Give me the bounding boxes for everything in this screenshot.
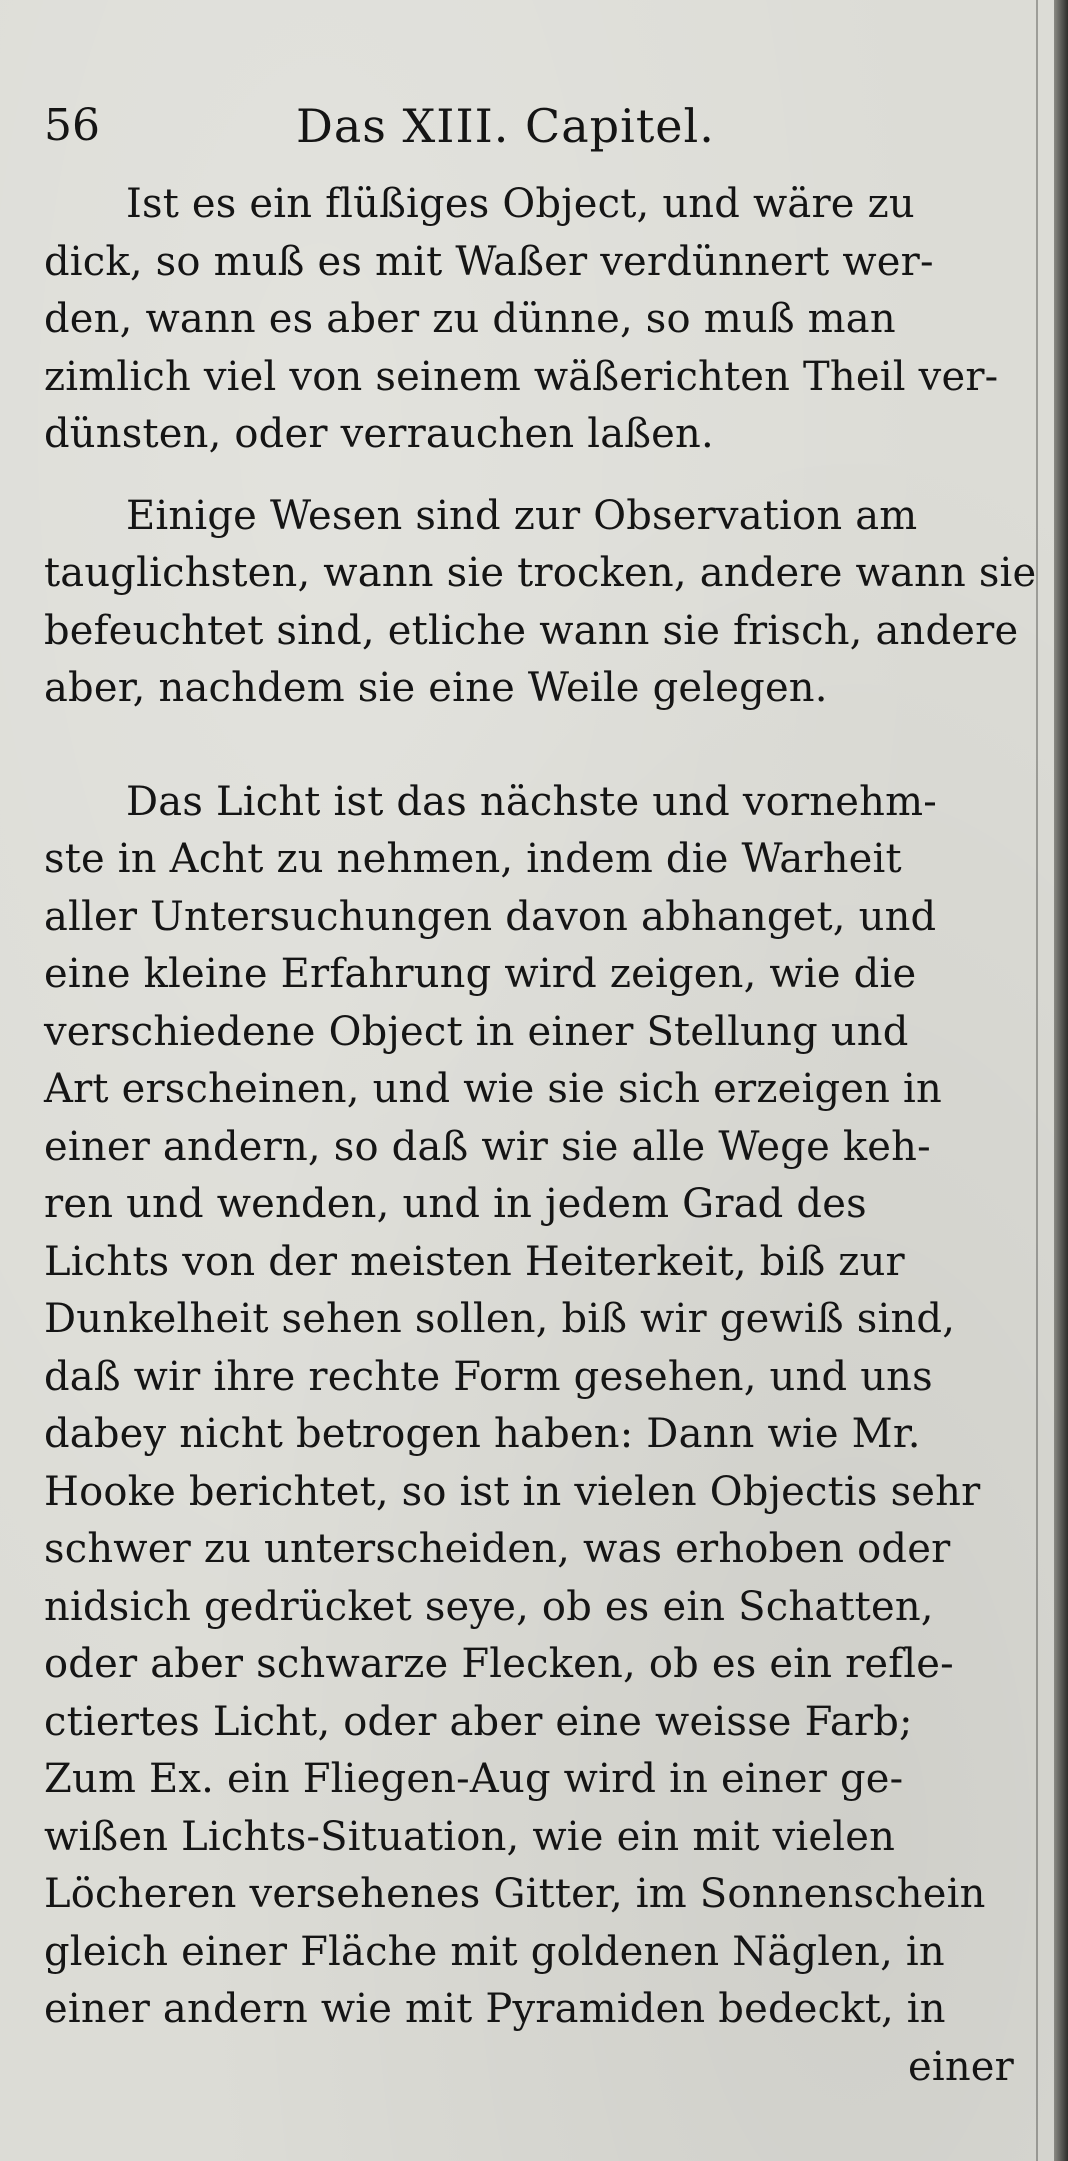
text-line: aber, nachdem sie eine Weile gelegen. [44, 665, 828, 711]
text-line: schwer zu unterscheiden, was erhoben oder [44, 1526, 951, 1572]
paragraph-3 [44, 774, 1024, 2097]
text-line: dick, so muß es mit Waßer verdünnert wer- [44, 238, 934, 285]
text-line: den, wann es aber zu dünne, so muß man [44, 296, 896, 342]
text-line: dünsten, oder verrauchen laßen. [44, 411, 714, 457]
text-line: ste in Acht zu nehmen, indem die Warheit [44, 836, 902, 882]
text-line: ren und wenden, und in jedem Grad des [44, 1181, 867, 1227]
text-line: Ist es ein flüßiges Object, und wäre zu [126, 181, 915, 227]
text-line: wißen Lichts-Situation, wie ein mit vielen [44, 1813, 896, 1860]
text-line: Einige Wesen sind zur Observation am [126, 492, 918, 539]
paragraph-2 [44, 488, 1037, 718]
text-line: einer andern wie mit Pyramiden bedeckt, in [44, 1986, 946, 2032]
page-edge-shadow [1054, 0, 1068, 2161]
text-line: oder aber schwarze Flecken, ob es ein refle- [44, 1641, 954, 1687]
page-header [44, 96, 1004, 156]
text-line: daß wir ihre rechte Form gesehen, und uns [44, 1353, 933, 1400]
running-head: Das XIII. Capitel. [296, 99, 715, 153]
text-line: zimlich viel von seinem wäßerichten Theil ver- [44, 353, 999, 400]
text-line: aller Untersuchungen davon abhanget, und [44, 893, 937, 940]
catchword: einer [907, 2043, 1014, 2090]
text-line: Das Licht ist das nächste und vornehm- [126, 778, 937, 825]
text-line: befeuchtet sind, etliche wann sie frisch, andere [44, 607, 1019, 654]
text-line: tauglichsten, wann sie trocken, andere wann sie [44, 550, 1037, 596]
text-line: Art erscheinen, und wie sie sich erzeigen in [44, 1066, 942, 1112]
text-line: ctiertes Licht, oder aber eine weisse Farb; [44, 1698, 913, 1745]
body-text [44, 176, 1037, 2096]
text-line: Löcheren versehenes Gitter, im Sonnenschein [44, 1871, 986, 1917]
text-line: eine kleine Erfahrung wird zeigen, wie die [44, 951, 917, 997]
text-line: Hooke berichtet, so ist in vielen Objectis sehr [44, 1468, 981, 1515]
page-edge-line [1036, 0, 1038, 2161]
text-line: Lichts von der meisten Heiterkeit, biß zur [44, 1238, 905, 1285]
text-line: Zum Ex. ein Fliegen-Aug wird in einer ge- [44, 1756, 904, 1802]
text-line: dabey nicht betrogen haben: Dann wie Mr. [44, 1411, 921, 1457]
text-line: einer andern, so daß wir sie alle Wege keh- [44, 1123, 931, 1170]
text-line: nidsich gedrücket seye, ob es ein Schatten, [44, 1583, 934, 1630]
paragraph-1 [44, 176, 1024, 464]
text-line: gleich einer Fläche mit goldenen Näglen, in [44, 1928, 945, 1975]
text-line: verschiedene Object in einer Stellung und [44, 1008, 909, 1055]
page-number: 56 [44, 100, 100, 151]
text-line: Dunkelheit sehen sollen, biß wir gewiß sind, [44, 1296, 956, 1342]
